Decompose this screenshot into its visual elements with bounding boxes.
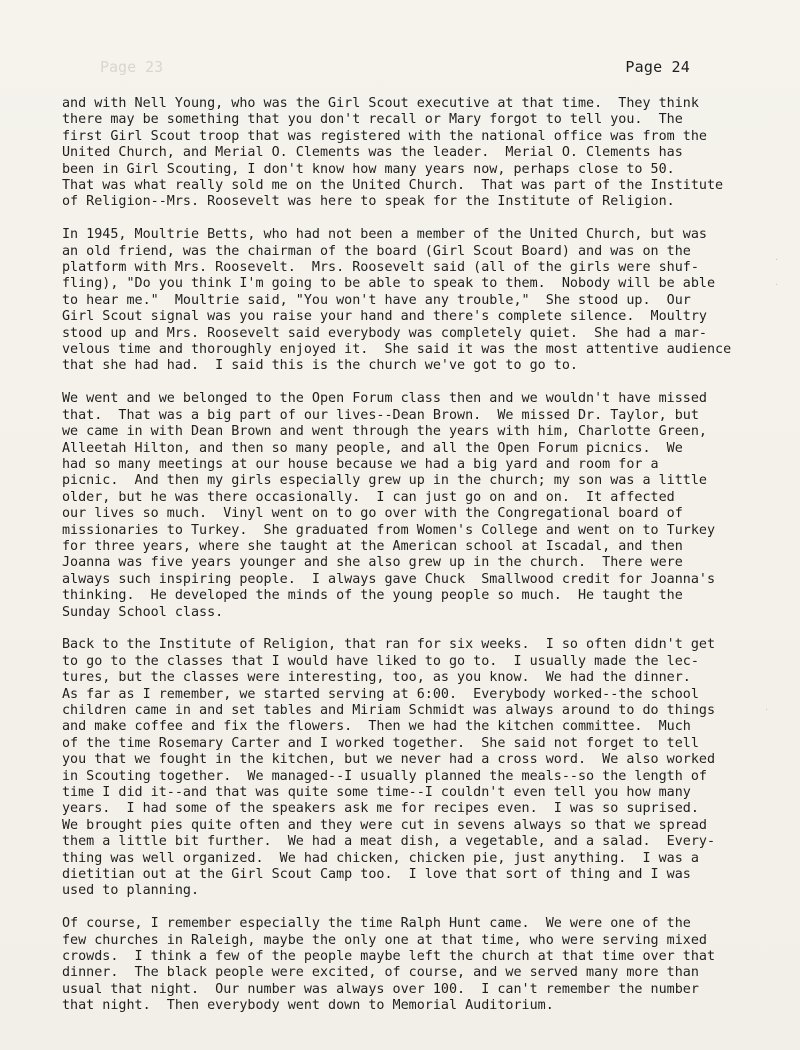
text-line: to hear me." Moultrie said, "You won't have any trouble," She stood up. Our — [62, 292, 691, 308]
text-line: velous time and thoroughly enjoyed it. She said it was the most attentive audience — [62, 342, 732, 358]
text-line: Alleetah Hilton, and then so many people, and all the Open Forum picnics. We — [62, 440, 683, 456]
text-line: We brought pies quite often and they were cut in sevens always so that we spread — [62, 817, 707, 833]
margin-speck: · — [765, 705, 769, 716]
paragraph — [62, 227, 752, 375]
text-line: In 1945, Moultrie Betts, who had not been a member of the United Church, but was — [62, 227, 707, 243]
text-line: that she had had. I said this is the church we've got to go to. — [62, 358, 578, 374]
text-line: an old friend, was the chairman of the board (Girl Scout Board) and was on the — [62, 243, 691, 259]
text-line: fling), "Do you think I'm going to be able to speak to them. Nobody will be able — [62, 276, 716, 292]
margin-speck: · — [775, 280, 779, 291]
text-line: United Church, and Merial O. Clements was the leader. Merial O. Clements has — [62, 145, 683, 161]
text-line: thing was well organized. We had chicken, chicken pie, just anything. I was a — [62, 850, 699, 866]
text-line: of the time Rosemary Carter and I worked together. She said not forget to tell — [62, 735, 699, 751]
text-line: usual that night. Our number was always over 100. I can't remember the number — [62, 981, 699, 997]
text-line: thinking. He developed the minds of the young people so much. He taught the — [62, 588, 683, 604]
text-line: We went and we belonged to the Open Forum class then and we wouldn't have missed — [62, 391, 707, 407]
text-line: Girl Scout signal was you raise your hand and there's complete silence. Moultry — [62, 309, 707, 325]
text-line: there may be something that you don't recall or Mary forgot to tell you. The — [62, 112, 683, 128]
text-line: As far as I remember, we started serving at 6:00. Everybody worked--the school — [62, 686, 699, 702]
text-line: Sunday School class. — [62, 604, 224, 620]
text-line: That was what really sold me on the United Church. That was part of the Institute — [62, 178, 724, 194]
bleed-through-header: Page 23 — [100, 58, 164, 76]
margin-speck: · — [775, 255, 779, 266]
text-line: years. I had some of the speakers ask me for recipes even. I was so suprised. — [62, 801, 699, 817]
text-line: in Scouting together. We managed--I usually planned the meals--so the length of — [62, 768, 707, 784]
text-line: and with Nell Young, who was the Girl Scout executive at that time. They think — [62, 96, 699, 111]
body-text — [62, 96, 752, 1031]
text-line: few churches in Raleigh, maybe the only one at that time, who were serving mixed — [62, 932, 707, 948]
paragraph — [62, 916, 752, 1014]
text-line: older, but he was there occasionally. I can just go on and on. It affected — [62, 489, 675, 505]
text-line: you that we fought in the kitchen, but we never had a cross word. We also worked — [62, 752, 716, 768]
text-line: Back to the Institute of Religion, that ran for six weeks. I so often didn't get — [62, 637, 716, 653]
text-line: Joanna was five years younger and she also grew up in the church. There were — [62, 555, 683, 571]
text-line: our lives so much. Vinyl went on to go over with the Congregational board of — [62, 506, 683, 522]
text-line: crowds. I think a few of the people maybe left the church at that time over that — [62, 949, 716, 965]
text-line: that night. Then everybody went down to Memorial Auditorium. — [62, 998, 554, 1014]
text-line: first Girl Scout troop that was registered with the national office was from the — [62, 128, 707, 144]
text-line: to go to the classes that I would have liked to go to. I usually made the lec- — [62, 653, 699, 669]
text-line: for three years, where she taught at the American school at Iscadal, and then — [62, 538, 683, 554]
text-line: time I did it--and that was quite some time--I couldn't even tell you how many — [62, 785, 691, 801]
text-line: missionaries to Turkey. She graduated from Women's College and went on to Turkey — [62, 522, 716, 538]
text-line: Of course, I remember especially the time Ralph Hunt came. We were one of the — [62, 916, 691, 932]
paragraph — [62, 391, 752, 621]
text-line: that. That was a big part of our lives--Dean Brown. We missed Dr. Taylor, but — [62, 407, 699, 423]
text-line: picnic. And then my girls especially grew up in the church; my son was a little — [62, 473, 707, 489]
text-line: of Religion--Mrs. Roosevelt was here to speak for the Institute of Religion. — [62, 194, 675, 210]
text-line: dinner. The black people were excited, of course, and we served many more than — [62, 965, 699, 981]
text-line: and make coffee and fix the flowers. Then we had the kitchen committee. Much — [62, 719, 691, 735]
paragraph — [62, 96, 752, 211]
text-line: always such inspiring people. I always gave Chuck Smallwood credit for Joanna's — [62, 571, 716, 587]
text-line: them a little bit further. We had a meat dish, a vegetable, and a salad. Every- — [62, 834, 716, 850]
text-line: platform with Mrs. Roosevelt. Mrs. Roosevelt said (all of the girls were shuf- — [62, 260, 699, 276]
text-line: had so many meetings at our house because we had a big yard and room for a — [62, 456, 659, 472]
page-number: Page 24 — [625, 58, 690, 76]
text-line: stood up and Mrs. Roosevelt said everybody was completely quiet. She had a mar- — [62, 325, 707, 341]
text-line: we came in with Dean Brown and went through the years with him, Charlotte Green, — [62, 424, 707, 440]
text-line: been in Girl Scouting, I don't know how many years now, perhaps close to 50. — [62, 161, 675, 177]
paragraph — [62, 637, 752, 900]
text-line: children came in and set tables and Miriam Schmidt was always around to do things — [62, 702, 716, 718]
text-line: used to planning. — [62, 883, 200, 899]
text-line: tures, but the classes were interesting, too, as you know. We had the dinner. — [62, 670, 691, 686]
text-line: dietitian out at the Girl Scout Camp too. I love that sort of thing and I was — [62, 867, 691, 883]
